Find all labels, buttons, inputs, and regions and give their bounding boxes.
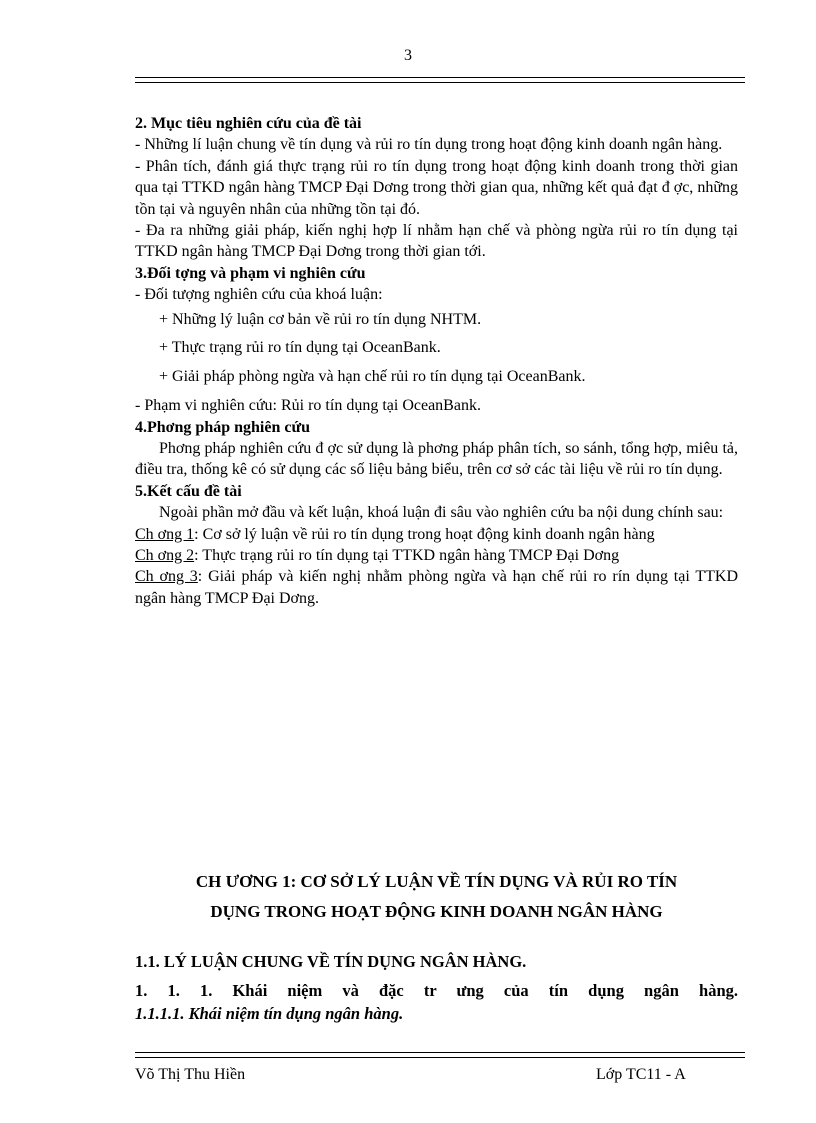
body-content xyxy=(135,113,738,609)
goal-item-1: - Những lí luận chung về tín dụng và rủi ro tín dụng trong hoạt động kinh doanh ngân hàng. xyxy=(135,136,723,154)
chapter-text: : Cơ sở lý luận về rủi ro tín dụng trong hoạt động kinh doanh ngân hàng xyxy=(194,525,655,543)
chapter-label: Ch ơng 2 xyxy=(135,547,195,564)
header-rule xyxy=(135,77,745,83)
chapter-entry-1 xyxy=(135,524,738,545)
method-text: Phơng pháp nghiên cứu đ ợc sử dụng là phơng pháp phân tích, so sánh, tổng hợp, miêu tả, điều tra, thống kê có sử dụng các số liệu bảng biểu, trên cơ sở các tài liệu về rủi ro tín dụng. xyxy=(135,439,738,479)
footer-rule xyxy=(135,1052,745,1058)
list-item: + Thực trạng rủi ro tín dụng tại OceanBank. xyxy=(159,339,441,357)
structure-intro: Ngoài phần mở đầu và kết luận, khoá luận đi sâu vào nghiên cứu ba nội dung chính sau: xyxy=(159,504,724,522)
chapter-label: Ch ơng 3 xyxy=(135,568,198,586)
goal-heading: 2. Mục tiêu nghiên cứu của đề tài xyxy=(135,115,362,132)
chapter-title-line-1: CH ƯƠNG 1: CƠ SỞ LÝ LUẬN VỀ TÍN DỤNG VÀ RỦI RO TÍN xyxy=(195,872,678,891)
footer-author: Võ Thị Thu Hiền xyxy=(135,1066,246,1083)
chapter-title-line-2: DỤNG TRONG HOẠT ĐỘNG KINH DOANH NGÂN HÀNG xyxy=(210,902,663,921)
structure-heading: 5.Kết cấu đề tài xyxy=(135,482,242,500)
scope-list xyxy=(135,306,738,392)
method-heading: 4.Phơng pháp nghiên cứu xyxy=(135,418,310,436)
chapter-text: : Giải pháp và kiến nghị nhằm phòng ngừa và hạn chế rủi ro rín dụng tại TTKD ngân hàng TMCP Đại Dơng. xyxy=(135,568,738,607)
scope-object: - Đối tượng nghiên cứu của khoá luận: xyxy=(135,286,383,304)
chapter-label: Ch ơng 1 xyxy=(135,525,195,543)
scope-heading: 3.Đối tợng và phạm vi nghiên cứu xyxy=(135,264,366,282)
goal-item-3: - Đa ra những giải pháp, kiến nghị hợp lí nhằm hạn chế và phòng ngừa rủi ro tín dụng tại TTKD ngân hàng TMCP Đại Dơng trong thời gian tới. xyxy=(135,222,738,261)
page-number: 3 xyxy=(404,47,412,64)
section-heading-1-1-1: 1. 1. 1. Khái niệm và đặc tr ưng của tín dụng ngân hàng. xyxy=(135,981,738,1000)
chapter-text: : Thực trạng rủi ro tín dụng tại TTKD ngân hàng TMCP Đại Dơng xyxy=(194,547,620,564)
section-heading-1-1-1-1: 1.1.1.1. Khái niệm tín dụng ngân hàng. xyxy=(135,1004,404,1023)
goal-item-2: - Phân tích, đánh giá thực trạng rủi ro tín dụng trong hoạt động kinh doanh trong thời gian qua tại TTKD ngân hàng TMCP Đại Dơng trong thời gian qua, những kết quả đạt đ ợc, những tồn tại và nguyên nhân của những tồn tại đó. xyxy=(135,157,738,218)
chapter-entry-2 xyxy=(135,545,738,566)
list-item: + Những lý luận cơ bản về rủi ro tín dụng NHTM. xyxy=(159,310,482,328)
chapter-title xyxy=(135,867,738,927)
footer-class: Lớp TC11 - A xyxy=(596,1066,686,1083)
chapter-entry-3 xyxy=(135,566,738,609)
list-item: + Giải pháp phòng ngừa và hạn chế rủi ro tín dụng tại OceanBank. xyxy=(159,367,586,385)
scope-range: - Phạm vi nghiên cứu: Rủi ro tín dụng tại OceanBank. xyxy=(135,397,481,415)
section-heading-1-1: 1.1. LÝ LUẬN CHUNG VỀ TÍN DỤNG NGÂN HÀNG. xyxy=(135,952,527,971)
